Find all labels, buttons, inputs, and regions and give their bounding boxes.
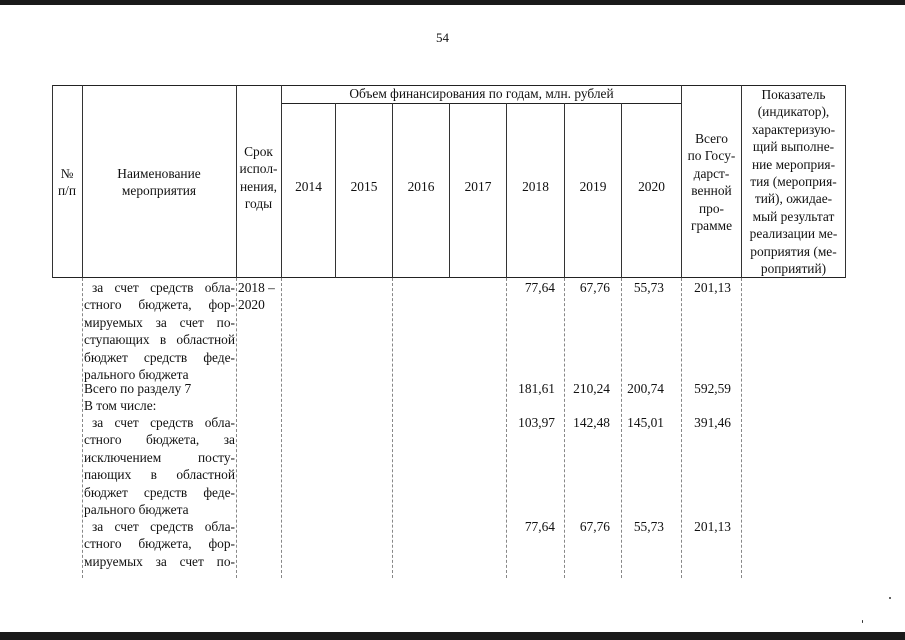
- row-value-total: 201,13: [694, 280, 731, 295]
- header-year-2016: 2016: [407, 179, 435, 194]
- scan-border-bottom: [0, 632, 905, 640]
- header-term: Срок испол- нения, годы: [239, 144, 278, 212]
- row-value-total: 391,46: [694, 415, 731, 430]
- row-value-total: 201,13: [694, 519, 731, 534]
- header-total: Всего по Госу- дарст- венной про- грамме: [687, 131, 736, 234]
- scan-speck: [889, 597, 891, 599]
- page-number: 54: [436, 30, 449, 45]
- row-value-2018: 103,97: [518, 415, 555, 430]
- row-name: за счет средств обла- стного бюджета, фор- мируемых за счет по-: [84, 519, 235, 569]
- row-term: 2018 – 2020: [238, 280, 275, 313]
- header-name: Наименование мероприятия: [117, 166, 201, 199]
- scan-speck: [862, 620, 863, 623]
- header-funding-group: Объем финансирования по годам, млн. рублей: [349, 86, 614, 101]
- header-year-2020: 2020: [638, 179, 665, 194]
- scan-border-top: [0, 0, 905, 5]
- row-value-2019: 142,48: [573, 415, 610, 430]
- row-value-2018: 77,64: [524, 519, 555, 534]
- header-year-2015: 2015: [350, 179, 378, 194]
- row-value-2018: 77,64: [524, 280, 555, 295]
- row-value-2019: 210,24: [573, 381, 610, 396]
- row-value-2020: 145,01: [627, 415, 664, 430]
- row-value-2018: 181,61: [518, 381, 555, 396]
- row-value-2020: 200,74: [627, 381, 664, 396]
- header-year-2018: 2018: [522, 179, 549, 194]
- row-name: В том числе:: [84, 398, 157, 413]
- header-indicator: Показатель (индикатор), характеризую- щий выполне- ние мероприя- тия (мероприя- тий), ожидае- мый результат реализации ме- роприятия (ме- роприятий): [749, 87, 838, 277]
- row-name: за счет средств обла- стного бюджета, за исключением посту- пающих в областной бюджет средств феде- рального бюджета: [84, 415, 235, 518]
- row-value-2019: 67,76: [579, 519, 610, 534]
- row-name: за счет средств обла- стного бюджета, фор- мируемых за счет по- ступающих в областной бюджет средств феде- рального бюджета: [84, 280, 235, 383]
- header-year-2017: 2017: [464, 179, 492, 194]
- header-year-2014: 2014: [295, 179, 322, 194]
- row-value-total: 592,59: [694, 381, 731, 396]
- row-value-2019: 67,76: [579, 280, 610, 295]
- row-name: Всего по разделу 7: [84, 381, 192, 396]
- row-value-2020: 55,73: [633, 280, 664, 295]
- row-value-2020: 55,73: [633, 519, 664, 534]
- header-year-2019: 2019: [579, 179, 607, 194]
- header-no: № п/п: [57, 166, 77, 199]
